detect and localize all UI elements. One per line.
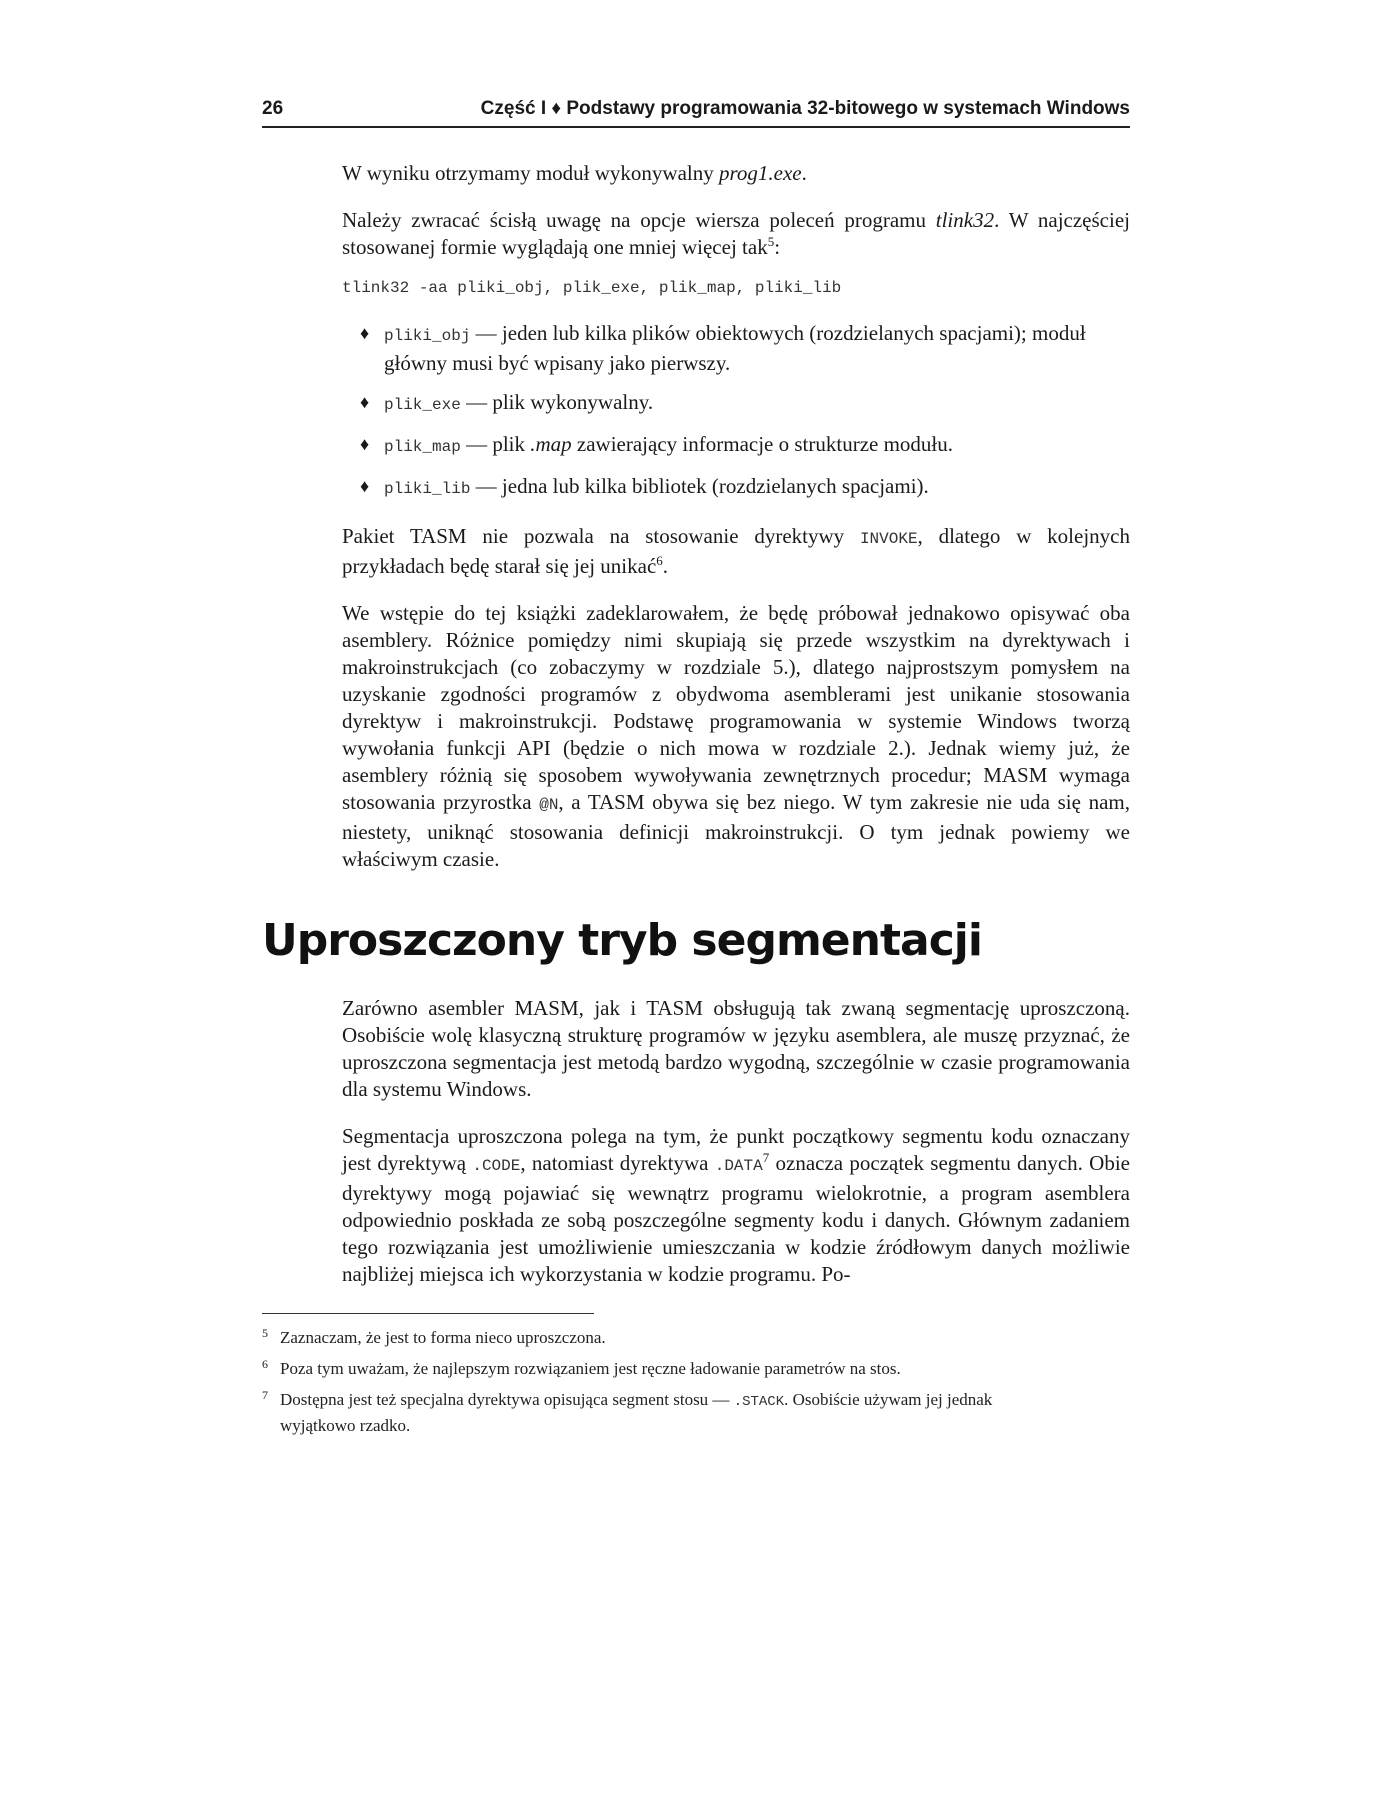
list-item: ♦ plik_exe — plik wykonywalny. bbox=[360, 390, 654, 414]
footnote: 5 Zaznaczam, że jest to forma nieco uproszczona. bbox=[262, 1326, 606, 1347]
body-lower bbox=[342, 995, 1130, 1288]
diamond-bullet-icon: ♦ bbox=[360, 323, 370, 343]
paragraph-tasm-invoke: Pakiet TASM nie pozwala na stosowanie dyrektywy INVOKE, dlatego w kolejnych przykładach będę starał się jej unikać$^6$. bbox=[342, 524, 1130, 578]
footnote-ref-5: 5 bbox=[767, 234, 775, 249]
section-heading: Uproszczony tryb segmentacji bbox=[262, 915, 982, 966]
footnotes bbox=[262, 1326, 1062, 1445]
paragraph-simplified-segmentation: Zarówno asembler MASM, jak i TASM obsługują tak zwaną segmentację uproszczoną. Osobiście wolę klasyczną strukturę programów w języku asemblera, ale muszę przyznać, że uproszczona segmentacja jest metodą bardzo wygodną, szczególnie w czasie programowania dla systemu Windows. bbox=[342, 996, 1130, 1101]
list-item: ♦ plik_map — plik .map zawierający informacje o strukturze modułu. bbox=[360, 432, 953, 456]
paragraph-tlink-options: Należy zwracać ścisłą uwagę na opcje wiersza poleceń programu tlink32. W najczęściej stosowanej formie wyglądają one mniej więcej tak$^5$: bbox=[342, 208, 1130, 259]
diamond-bullet-icon: ♦ bbox=[360, 392, 370, 412]
footnote-ref-7: 7 bbox=[762, 1150, 770, 1165]
footnote: 7 Dostępna jest też specjalna dyrektywa opisująca segment stosu — .STACK. Osobiście używam jej jednak wyjątkowo rzadko. bbox=[262, 1388, 993, 1435]
code-command-line: tlink32 -aa pliki_obj, plik_exe, plik_map, pliki_lib bbox=[342, 279, 842, 297]
footnote-divider bbox=[262, 1313, 594, 1314]
running-title: Część I ♦ Podstawy programowania 32-bitowego w systemach Windows bbox=[480, 98, 1130, 119]
paragraph-output-module: W wyniku otrzymamy moduł wykonywalny prog1.exe. bbox=[342, 161, 807, 185]
paragraph-segment-directives: Segmentacja uproszczona polega na tym, że punkt początkowy segmentu kodu oznaczany jest dyrektywą .CODE, natomiast dyrektywa .DATA$^7$ oznacza początek segmentu danych. Obie dyrektywy mogą pojawiać się wewnątrz programu wielokrotnie, a program asemblera odpowiednio poskłada ze sobą poszczególne segmenty kodu i danych. Głównym zadaniem tego rozwiązania jest umożliwienie umieszczania w kodzie źródłowym danych możliwie najbliżej miejsca ich wykorzystania w kodzie programu. Po- bbox=[342, 1124, 1131, 1286]
body-upper bbox=[342, 160, 1130, 873]
footnote: 6 Poza tym uważam, że najlepszym rozwiązaniem jest ręczne ładowanie parametrów na stos. bbox=[262, 1357, 901, 1378]
footnote-ref-6: 6 bbox=[656, 553, 663, 568]
paragraph-assemblers-intro: We wstępie do tej książki zadeklarowałem, że będę próbował jednakowo opisywać oba asemblery. Różnice pomiędzy nimi skupiają się przede wszystkim na dyrektywach i makroinstrukcjach (co zobaczymy w rozdziale 5.), dlatego najprostszym pomysłem na uzyskanie zgodności programów z obydwoma asemblerami jest unikanie stosowania dyrektyw i makroinstrukcji. Podstawę programowania w systemie Windows tworzą wywołania funkcji API (będzie o nich mowa w rozdziale 2.). Jednak wiemy już, że asemblery różnią się sposobem wywoływania zewnętrznych procedur; MASM wymaga stosowania przyrostka @N, a TASM obywa się bez niego. W tym zakresie nie uda się nam, niestety, uniknąć stosowania definicji makroinstrukcji. O tym jednak powiemy we właściwym czasie. bbox=[342, 601, 1130, 871]
list-item: ♦ pliki_lib — jedna lub kilka bibliotek (rozdzielanych spacjami). bbox=[360, 474, 929, 498]
list-item: ♦ pliki_obj — jeden lub kilka plików obiektowych (rozdzielanych spacjami); moduł główny musi być wpisany jako pierwszy. bbox=[360, 321, 1086, 375]
diamond-bullet-icon: ♦ bbox=[360, 476, 370, 496]
parameter-list bbox=[342, 320, 1130, 503]
program-name-italic: tlink32 bbox=[935, 208, 995, 232]
running-header bbox=[262, 96, 1130, 128]
diamond-bullet-icon: ♦ bbox=[360, 434, 370, 454]
page-number: 26 bbox=[262, 98, 284, 119]
filename-italic: prog1.exe bbox=[719, 161, 802, 185]
